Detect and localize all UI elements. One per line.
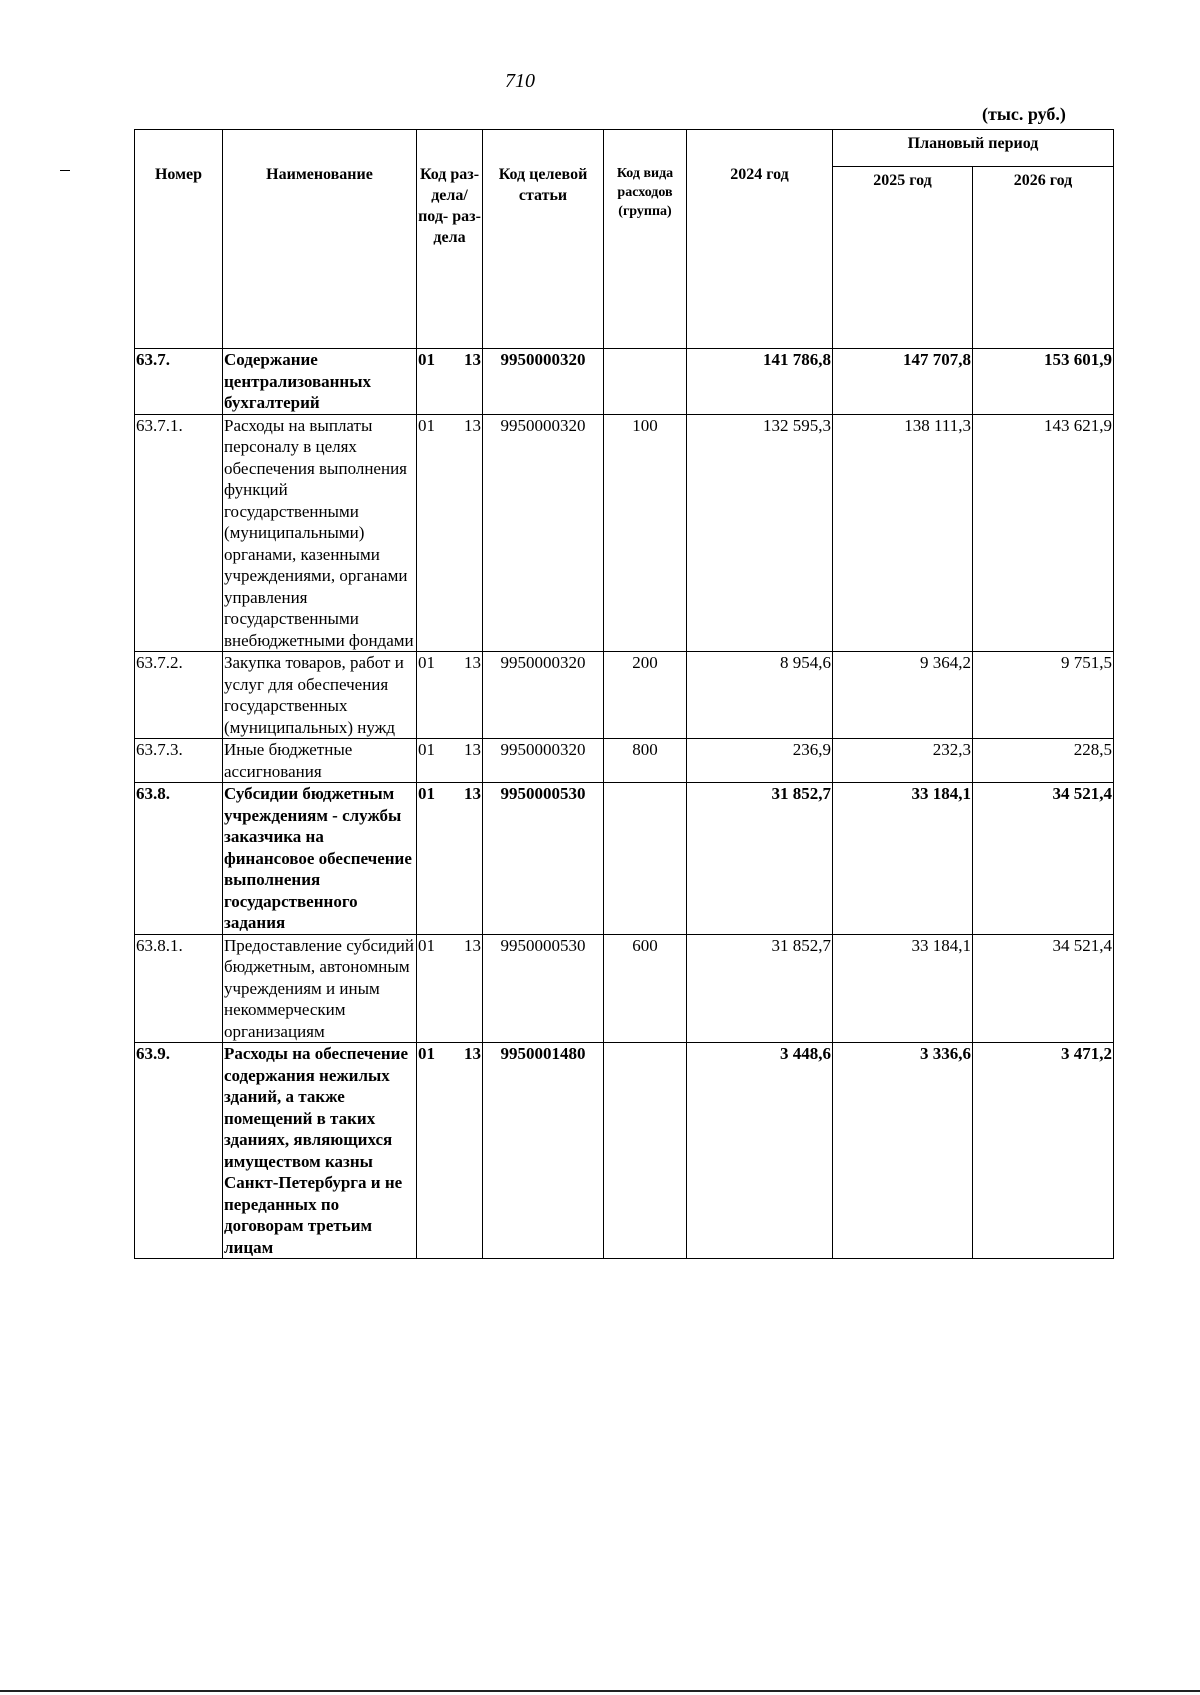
subsection-code: 13 [464, 415, 481, 435]
subsection-code: 13 [464, 653, 481, 672]
row-name: Предоставление субсидий бюджетным, автономным учреждениям и иным некоммерческим организациям [223, 934, 417, 1043]
section-code: 01 [418, 653, 435, 672]
row-target-code: 9950000320 [483, 414, 604, 652]
header-planned-period: Плановый период [833, 130, 1114, 167]
header-number: Номер [135, 130, 223, 349]
row-section-code [417, 349, 483, 415]
table-row [135, 934, 1114, 1043]
row-amount-2024: 236,9 [687, 739, 833, 783]
row-section-code [417, 1043, 483, 1259]
units-label: (тыс. руб.) [982, 104, 1066, 124]
row-amount-2025: 147 707,8 [833, 349, 973, 415]
header-target: Код целевой статьи [483, 130, 604, 349]
row-amount-2025: 138 111,3 [833, 414, 973, 652]
row-amount-2024: 8 954,6 [687, 652, 833, 739]
section-code: 01 [418, 350, 435, 369]
row-name: Закупка товаров, работ и услуг для обеспечения государственных (муниципальных) нужд [223, 652, 417, 739]
row-amount-2026: 3 471,2 [973, 1043, 1114, 1259]
header-section: Код раз- дела/ под- раз- дела [417, 130, 483, 349]
row-number: 63.7.1. [135, 414, 223, 652]
subsection-code: 13 [464, 784, 481, 803]
row-section-code [417, 414, 483, 652]
row-amount-2024: 31 852,7 [687, 783, 833, 935]
budget-table [134, 129, 1114, 1259]
row-expense-group: 100 [604, 414, 687, 652]
row-number: 63.7. [135, 349, 223, 415]
row-target-code: 9950000530 [483, 783, 604, 935]
row-amount-2026: 9 751,5 [973, 652, 1114, 739]
row-name: Иные бюджетные ассигнования [223, 739, 417, 783]
table-row [135, 414, 1114, 652]
row-name: Расходы на выплаты персоналу в целях обеспечения выполнения функций государственными (муниципальными) органами, казенными учреждениями, органами управления государственными внебюджетными фондами [223, 414, 417, 652]
table-row [135, 652, 1114, 739]
row-section-code [417, 783, 483, 935]
row-name: Расходы на обеспечение содержания нежилых зданий, а также помещений в таких зданиях, являющихся имуществом казны Санкт-Петербурга и не переданных по договорам третьим лицам [223, 1043, 417, 1259]
table-row [135, 349, 1114, 415]
row-expense-group [604, 1043, 687, 1259]
page-number: 710 [505, 70, 535, 92]
row-amount-2025: 3 336,6 [833, 1043, 973, 1259]
section-code: 01 [418, 740, 435, 759]
row-amount-2026: 34 521,4 [973, 783, 1114, 935]
table-row [135, 1043, 1114, 1259]
row-section-code [417, 739, 483, 783]
subsection-code: 13 [464, 1044, 481, 1063]
section-code: 01 [418, 784, 435, 803]
row-target-code: 9950000530 [483, 934, 604, 1043]
row-amount-2026: 228,5 [973, 739, 1114, 783]
row-section-code [417, 934, 483, 1043]
header-year-2024: 2024 год [687, 130, 833, 349]
row-expense-group [604, 783, 687, 935]
row-amount-2024: 3 448,6 [687, 1043, 833, 1259]
row-target-code: 9950000320 [483, 349, 604, 415]
row-number: 63.7.3. [135, 739, 223, 783]
scan-mark [60, 170, 70, 171]
row-name: Содержание централизованных бухгалтерий [223, 349, 417, 415]
row-number: 63.9. [135, 1043, 223, 1259]
row-section-code [417, 652, 483, 739]
bottom-rule [0, 1690, 1200, 1692]
row-expense-group: 600 [604, 934, 687, 1043]
row-expense-group: 800 [604, 739, 687, 783]
section-code: 01 [418, 935, 435, 955]
row-expense-group: 200 [604, 652, 687, 739]
row-amount-2024: 31 852,7 [687, 934, 833, 1043]
row-target-code: 9950000320 [483, 739, 604, 783]
table-row [135, 739, 1114, 783]
row-amount-2024: 141 786,8 [687, 349, 833, 415]
table-header [135, 130, 1114, 349]
row-name: Субсидии бюджетным учреждениям - службы заказчика на финансовое обеспечение выполнения государственного задания [223, 783, 417, 935]
header-year-2026: 2026 год [973, 167, 1114, 349]
row-amount-2026: 34 521,4 [973, 934, 1114, 1043]
table-row [135, 783, 1114, 935]
row-number: 63.7.2. [135, 652, 223, 739]
row-number: 63.8.1. [135, 934, 223, 1043]
section-code: 01 [418, 415, 435, 435]
row-number: 63.8. [135, 783, 223, 935]
subsection-code: 13 [464, 350, 481, 369]
row-amount-2026: 153 601,9 [973, 349, 1114, 415]
header-name: Наименование [223, 130, 417, 349]
subsection-code: 13 [464, 740, 481, 759]
table-body [135, 349, 1114, 1259]
row-amount-2025: 9 364,2 [833, 652, 973, 739]
row-amount-2024: 132 595,3 [687, 414, 833, 652]
row-target-code: 9950001480 [483, 1043, 604, 1259]
section-code: 01 [418, 1044, 435, 1063]
row-amount-2025: 33 184,1 [833, 783, 973, 935]
header-year-2025: 2025 год [833, 167, 973, 349]
row-amount-2026: 143 621,9 [973, 414, 1114, 652]
row-amount-2025: 232,3 [833, 739, 973, 783]
row-expense-group [604, 349, 687, 415]
row-target-code: 9950000320 [483, 652, 604, 739]
header-group: Код вида расходов (группа) [604, 130, 687, 349]
subsection-code: 13 [464, 935, 481, 955]
row-amount-2025: 33 184,1 [833, 934, 973, 1043]
